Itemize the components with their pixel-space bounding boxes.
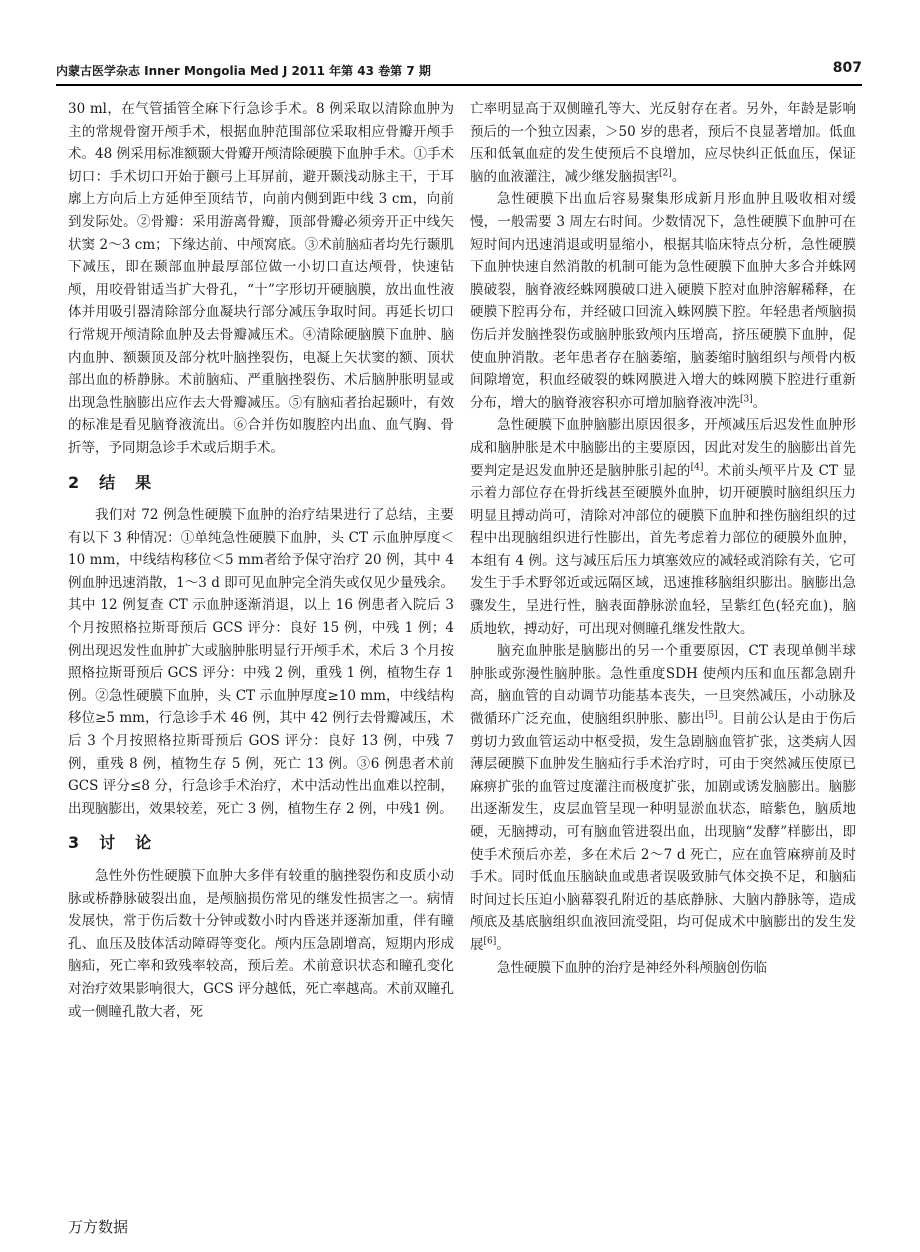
paragraph-text: 急性硬膜下出血后容易聚集形成新月形血肿且吸收相对缓慢，一般需要 3 周左右时间。少数情况下，急性硬膜下血肿可在短时间内迅速消退或明显缩小，根据其临床特点分析，急性硬膜下血肿快速自然消散的机制可能为急性硬膜下血肿大多合并蛛网膜破裂，脑脊液经蛛网膜破口进入硬膜下腔对血肿溶解稀释，在硬膜下腔再分布，并经破口回流入蛛网膜下腔。年轻患者颅脑损伤后并发脑挫裂伤或脑肿胀致颅内压增高，挤压硬膜下血肿，促使血肿消散。老年患者存在脑萎缩，脑萎缩时脑组织与颅骨内板间隙增宽，积血经破裂的蛛网膜进入增大的蛛网膜下腔进行重新分布，增大的脑脊液容积亦可增加脑脊液冲洗 bbox=[470, 191, 856, 411]
paragraph-text: 。 bbox=[671, 168, 686, 185]
methods-paragraph: 30 ml，在气管插管全麻下行急诊手术。8 例采取以清除血肿为主的常规骨窗开颅手术，根据血肿范围部位采取相应骨瓣开颅手术。48 例采用标准额颞大骨瓣开颅清除硬膜下血肿手术。①手术切口：手术切口开始于颧弓上耳屏前，避开颞浅动脉主干，于耳廓上方向后上方延伸至顶结节，向前内侧到距中线 3 cm，向前到发际处。②骨瓣：采用游离骨瓣，顶部骨瓣必须旁开正中线矢状窦 2～3 cm；下缘达前、中颅窝底。③术前脑疝者均先行颞肌下减压，即在颞部血肿最厚部位做一小切口直达颅骨，快速钻颅，用咬骨钳适当扩大骨孔，“十”字形切开硬脑膜，放出血性液体并用吸引器清除部分血凝块行部分减压争取时间。再延长切口行常规开颅清除血肿及去骨瓣减压术。④清除硬脑膜下血肿、脑内血肿、额颞顶及部分枕叶脑挫裂伤，电凝上矢状窦的额、顶状部出血的桥静脉。术前脑疝、严重脑挫裂伤、术后脑肿胀明显或出现急性脑膨出应作去大骨瓣减压。⑤有脑疝者抬起颞叶，有效的标准是看见脑脊液流出。⑥合并伤如腹腔内出血、血气胸、骨折等，予同期急诊手术或后期手术。 bbox=[68, 101, 454, 456]
citation: [5] bbox=[705, 710, 718, 721]
running-header bbox=[56, 56, 862, 82]
paragraph-text: 脑充血肿胀是脑膨出的另一个重要原因，CT 表现单侧半球肿胀或弥漫性脑肿胀。急性重度SDH 使颅内压和血压都急剧升高，脑血管的自动调节功能基本丧失，一旦突然减压，小动脉及微循环广泛充血，使脑组织肿胀、膨出 bbox=[470, 643, 856, 728]
left-column bbox=[68, 98, 454, 1023]
citation: [3] bbox=[740, 394, 753, 405]
section-number: 3 bbox=[68, 833, 82, 853]
paragraph-text: 。目前公认是由于伤后剪切力致血管运动中枢受损，发生急剧脑血管扩张，这类病人因薄层硬膜下血肿发生脑疝行手术治疗时，可由于突然减压使原已麻痹扩张的血管过度灌注而极度扩张，加剧或诱发脑膨出。脑膨出逐渐发生，皮层血管呈现一种明显淤血状态，暗紫色，脑质地硬，无脑搏动，可有脑血管进裂出血，出现脑“发酵”样膨出，即使手术预后亦差，多在术后 2～7 d 死亡，应在血管麻痹前及时手术。同时低血压脑缺血或患者误吸致肺气体交换不足，和脑疝时间过长压迫小脑幕裂孔附近的基底静脉、大脑内静脉等，造成颅底及基底脑组织血液回流受阻，均可促成术中脑膨出的发生发展 bbox=[470, 711, 857, 953]
journal-title: 内蒙古医学杂志 Inner Mongolia Med J 2011 年第 43 卷第 7 期 bbox=[56, 64, 431, 78]
discussion-paragraph bbox=[470, 414, 856, 640]
paragraph-text: 。 bbox=[752, 394, 767, 411]
page-number: 807 bbox=[832, 60, 862, 76]
section-heading-results bbox=[68, 472, 454, 495]
paragraph-text: 亡率明显高于双侧瞳孔等大、光反射存在者。另外，年龄是影响预后的一个独立因素，＞50 岁的患者，预后不良显著增加。低血压和低氧血症的发生使预后不良增加，应尽快纠正低血压，保证脑的血液灌注，减少继发脑损害 bbox=[470, 101, 856, 185]
paragraph-text: 。 bbox=[496, 936, 510, 953]
footer-source: 万方数据 bbox=[68, 1218, 129, 1236]
discussion-paragraph-cont bbox=[470, 98, 856, 188]
citation: [2] bbox=[659, 168, 672, 179]
section-heading-discussion bbox=[68, 832, 454, 855]
section-number: 2 bbox=[68, 472, 82, 492]
right-column bbox=[470, 98, 856, 979]
discussion-paragraph bbox=[470, 188, 856, 414]
header-rule bbox=[56, 84, 862, 86]
paragraph-text: 。术前头颅平片及 CT 显示着力部位存在骨折线甚至硬膜外血肿，切开硬膜时脑组织压力明显且搏动尚可，清除对冲部位的硬膜下血肿和挫伤脑组织的过程中出现脑组织进行性膨出，首先考虑着力部位的硬膜外血肿，本组有 4 例。这与减压后压力填塞效应的减轻或消除有关，它可发生于手术野邻近或远隔区域，迅速推移脑组织膨出。脑膨出急骤发生，呈进行性，脑表面静脉淤血轻，呈紫红色(轻充血)，脑质地软，搏动好，可出现对侧瞳孔继发性散大。 bbox=[470, 462, 856, 637]
paragraph-text: 急性硬膜下血肿脑膨出原因很多，开颅减压后迟发性血肿形成和脑肿胀是术中脑膨出的主要原因，因此对发生的脑膨出首先要判定是迟发血肿还是脑肿胀引起的 bbox=[470, 417, 856, 479]
citation: [4] bbox=[690, 462, 704, 472]
discussion-paragraph: 急性硬膜下血肿的治疗是神经外科颅脑创伤临 bbox=[497, 959, 767, 976]
section-title: 结 果 bbox=[99, 472, 154, 492]
results-paragraph: 我们对 72 例急性硬膜下血肿的治疗结果进行了总结，主要有以下 3 种情况：①单纯急性硬膜下血肿，头 CT 示血肿厚度＜10 mm，中线结构移位＜5 mm者给予保守治疗 20 例，其中 4 例血肿迅速消散，1～3 d 即可见血肿完全消失或仅见少量残余。其中 12 例复查 CT 示血肿逐渐消退，以上 16 例患者入院后 3 个月按照格拉斯哥预后 GCS 评分：良好 15 例，中残 1 例；4 例出现迟发性血肿扩大或脑肿胀明显行开颅手术，术后 3 个月按照格拉斯哥预后 GCS 评分：中残 2 例，重残 1 例，植物生存 1 例。②急性硬膜下血肿，头 CT 示血肿厚度≥10 mm，中线结构移位≥5 mm，行急诊手术 46 例，其中 42 例行去骨瓣减压，术后 3 个月按照格拉斯哥预后 GOS 评分：良好 13 例，中残 7 例，重残 8 例，植物生存 5 例，死亡 13 例。③6 例患者术前 GCS 评分≤8 分，行急诊手术治疗，术中活动性出血难以控制，出现脑膨出，效果较差，死亡 3 例，植物生存 2 例，中残1 例。 bbox=[68, 507, 454, 817]
section-title: 讨 论 bbox=[99, 833, 154, 853]
discussion-paragraph: 急性外伤性硬膜下血肿大多伴有较重的脑挫裂伤和皮质小动脉或桥静脉破裂出血，是颅脑损伤常见的继发性损害之一。病情发展快，常于伤后数十分钟或数小时内昏迷并逐渐加重，伴有瞳孔、血压及肢体活动障碍等变化。颅内压急剧增高，短期内形成脑疝，死亡率和致残率较高，预后差。术前意识状态和瞳孔变化对治疗效果影响很大，GCS 评分越低，死亡率越高。术前双瞳孔或一侧瞳孔散大者，死 bbox=[68, 868, 454, 1020]
discussion-paragraph bbox=[470, 640, 856, 956]
citation: [6] bbox=[483, 936, 497, 947]
